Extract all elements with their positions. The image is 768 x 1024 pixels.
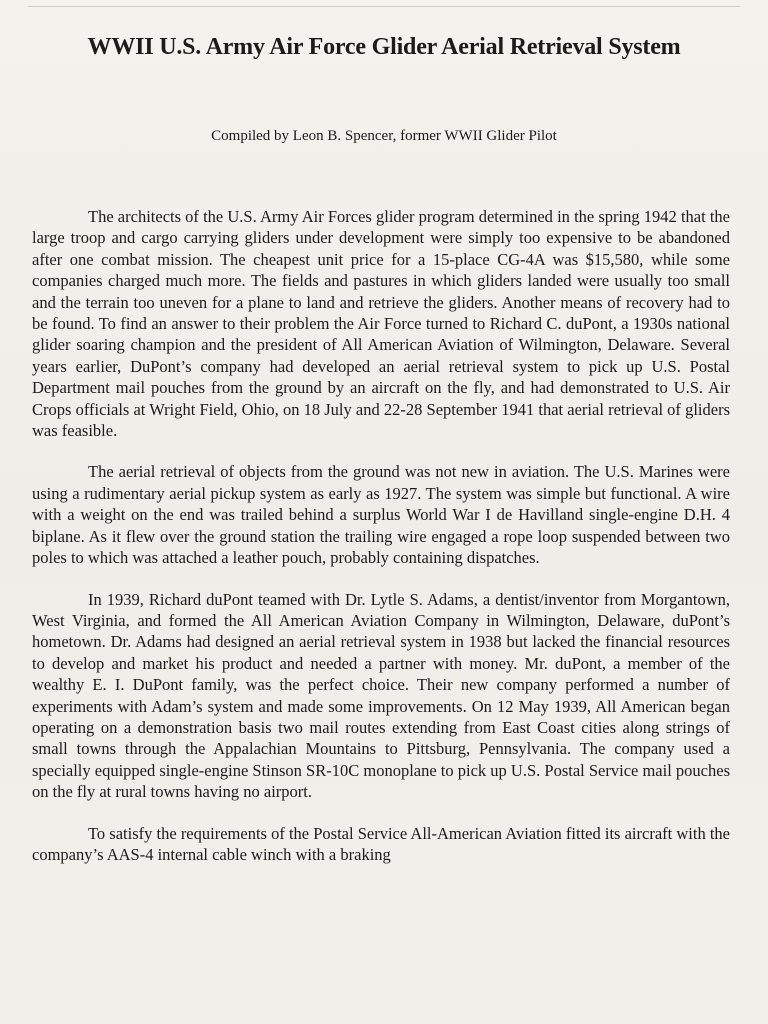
paragraph-2: The aerial retrieval of objects from the ground was not new in aviation. The U.S. Marines were using a rudimentary aerial pickup system as early as 1927. The system was simple but functional. A wire with a weight on the end was trailed behind a surplus World War I de Havilland single-engine D.H. 4 biplane. As it flew over the ground station the trailing wire engaged a rope loop suspended between two poles to which was attached a leather pouch, probably containing dispatches.: [32, 462, 730, 568]
document-body: [32, 206, 730, 885]
document-title: WWII U.S. Army Air Force Glider Aerial Retrieval System: [87, 34, 681, 60]
document-byline: Compiled by Leon B. Spencer, former WWII Glider Pilot: [211, 128, 557, 144]
paragraph-1: The architects of the U.S. Army Air Forces glider program determined in the spring 1942 that the large troop and cargo carrying gliders under development were simply too expensive to be abandoned after one combat mission. The cheapest unit price for a 15-place CG-4A was $15,580, while some companies charged much more. The fields and pastures in which gliders landed were usually too small and the terrain too uneven for a plane to land and retrieve the gliders. Another means of recovery had to be found. To find an answer to their problem the Air Force turned to Richard C. duPont, a 1930s national glider soaring champion and the president of All American Aviation of Wilmington, Delaware. Several years earlier, DuPont’s company had developed an aerial retrieval system to pick up U.S. Postal Department mail pouches from the ground by an aircraft on the fly, and had demonstrated to U.S. Air Crops officials at Wright Field, Ohio, on 18 July and 22-28 September 1941 that aerial retrieval of gliders was feasible.: [32, 207, 730, 441]
paragraph-4: To satisfy the requirements of the Postal Service All-American Aviation fitted its aircraft with the company’s AAS-4 internal cable winch with a braking: [32, 823, 730, 864]
paragraph-3: In 1939, Richard duPont teamed with Dr. Lytle S. Adams, a dentist/inventor from Morgantown, West Virginia, and formed the All American Aviation Company in Wilmington, Delaware, duPont’s hometown. Dr. Adams had designed an aerial retrieval system in 1938 but lacked the financial resources to develop and market his product and needed a partner with money. Mr. duPont, a member of the wealthy E. I. DuPont family, was the perfect choice. Their new company performed a number of experiments with Adam’s system and made some improvements. On 12 May 1939, All American began operating on a demonstration basis two mail routes extending from East Coast cities along strings of small towns through the Appalachian Mountains to Pittsburg, Pennsylvania. The company used a specially equipped single-engine Stinson SR-10C monoplane to pick up U.S. Postal Service mail pouches on the fly at rural towns having no airport.: [32, 589, 730, 802]
header-rule: [28, 6, 740, 7]
